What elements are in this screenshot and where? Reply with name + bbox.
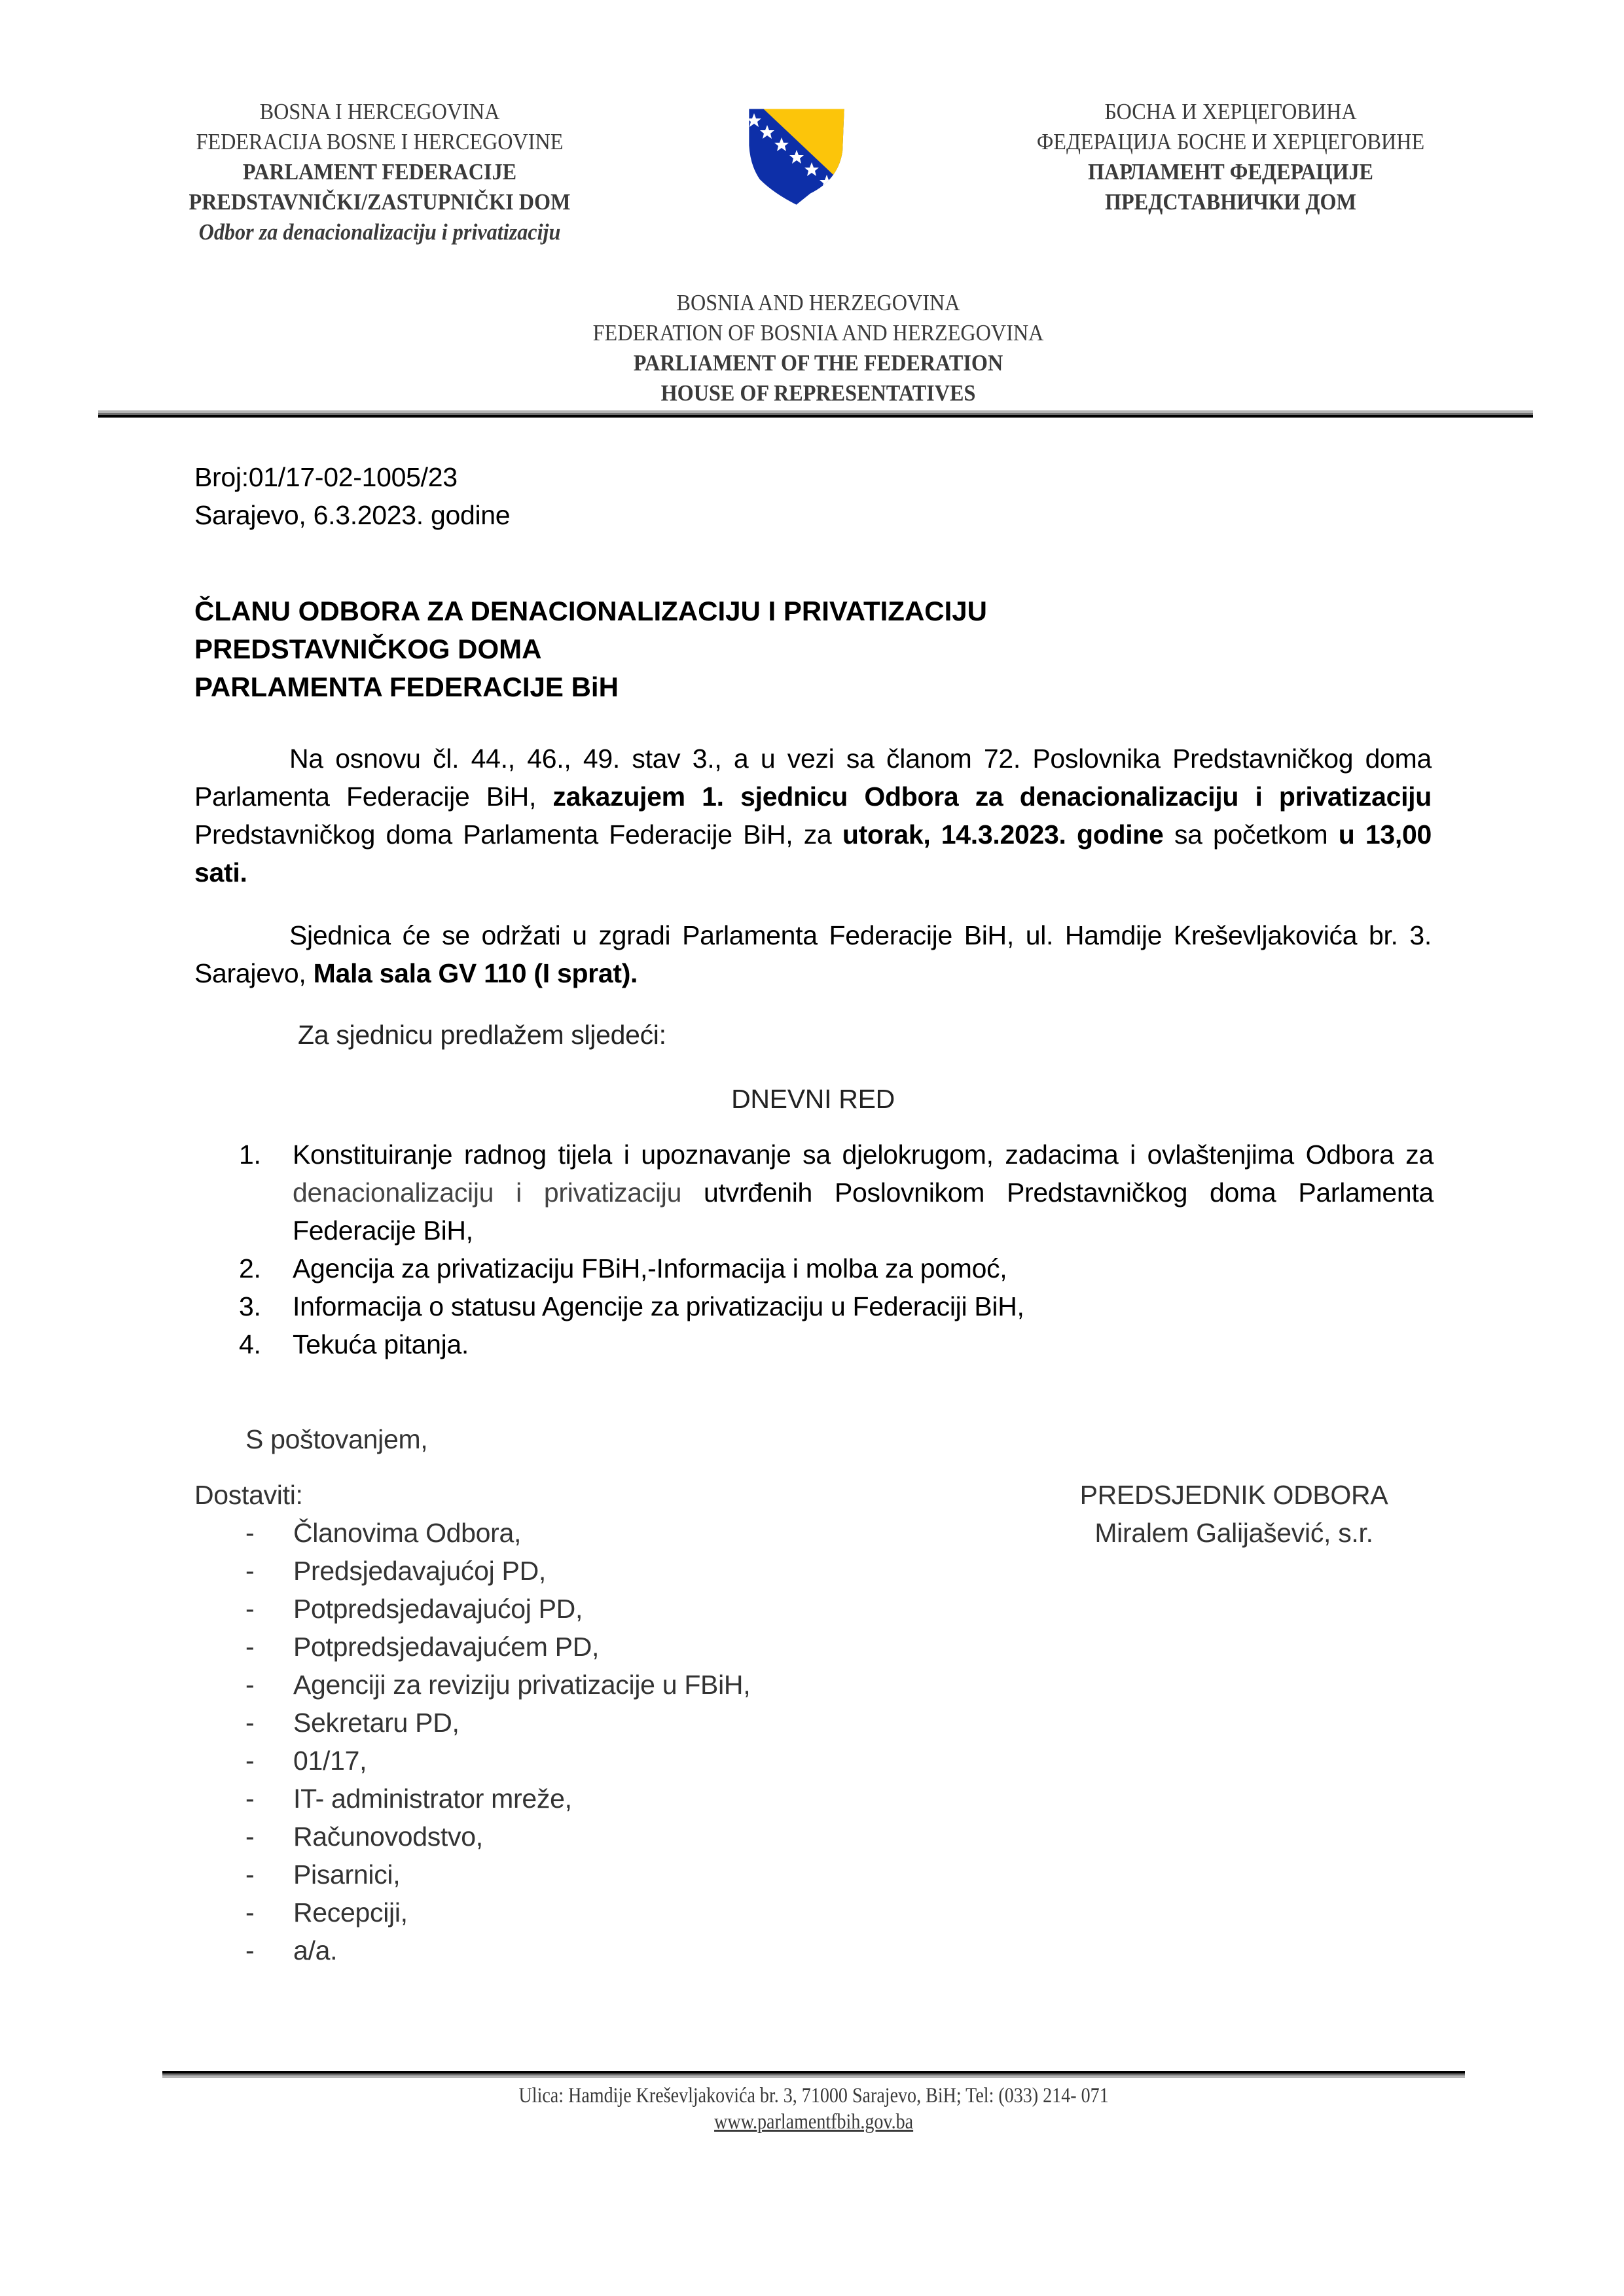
agenda-item: [239, 1249, 1434, 1287]
addressee-block: [194, 592, 987, 706]
convocation-paragraph: [194, 740, 1432, 891]
agenda-item-text: Agencija za privatizaciju FBiH,-Informacija i molba za pomoć,: [293, 1253, 1007, 1283]
distribution-item: [245, 1856, 750, 1893]
agenda-item-number: 4.: [239, 1329, 261, 1359]
footer-divider: [162, 2071, 1465, 2078]
distribution-item: [245, 1818, 750, 1856]
location-paragraph: [194, 916, 1432, 992]
bullet: -: [245, 1935, 255, 1965]
recipient: Potpredsjedavajućoj PD,: [293, 1594, 583, 1624]
signature-block: [982, 1476, 1486, 1552]
agenda-intro: Za sjednicu predlažem sljedeći:: [298, 1020, 666, 1050]
header-right-parliament: ПАРЛАМЕНТ ФЕДЕРАЦИЈЕ: [1087, 159, 1374, 185]
distribution-list: [245, 1514, 750, 1969]
distribution-item: [245, 1552, 750, 1590]
bullet: -: [245, 1594, 255, 1624]
recipient: Članovima Odbora,: [293, 1518, 522, 1548]
header-divider: [98, 410, 1533, 418]
text: Predstavničkog doma Parlamenta Federacije BiH, za: [194, 819, 842, 850]
reference-number: Broj:01/17-02-1005/23: [194, 462, 458, 492]
header-right-house: ПРЕДСТАВНИЧКИ ДОМ: [1105, 189, 1356, 215]
agenda-item-text: Informacija o statusu Agencije za privatizaciju u Federaciji BiH,: [293, 1291, 1024, 1321]
bullet: -: [245, 1556, 255, 1586]
agenda-item: [239, 1325, 1434, 1363]
footer: [162, 2083, 1465, 2135]
header-center-federation: FEDERATION OF BOSNIA AND HERZEGOVINA: [592, 320, 1044, 346]
agenda-item-text: Tekuća pitanja.: [293, 1329, 469, 1359]
header-center-block: [487, 288, 1149, 408]
text: Sjednica će se održati u zgradi Parlamenta Federacije BiH, ul. Hamdije Kreševljakovića br. 3. Sarajevo,: [194, 920, 1432, 988]
recipient: Potpredsjedavajućem PD,: [293, 1632, 600, 1662]
distribution-item: [245, 1514, 750, 1552]
header-right-country: БОСНА И ХЕРЦЕГОВИНА: [1104, 99, 1357, 124]
distribution-label: Dostaviti:: [194, 1480, 303, 1510]
agenda-item-text: [293, 1136, 1434, 1249]
session-emphasis: zakazujem 1. sjednicu Odbora za denacionalizaciju i privatizaciju: [552, 781, 1432, 812]
text: denacionalizaciju i privatizaciju: [293, 1177, 682, 1208]
place-date: Sarajevo, 6.3.2023. godine: [194, 500, 511, 530]
bullet: -: [245, 1518, 255, 1548]
reference-block: [194, 458, 510, 534]
distribution-item: [245, 1742, 750, 1780]
header-left-block: [120, 97, 638, 247]
recipient: a/a.: [293, 1935, 338, 1965]
header-left-country: BOSNA I HERCEGOVINA: [259, 99, 500, 124]
signatory-name: Miralem Galijašević, s.r.: [1094, 1518, 1373, 1548]
distribution-item: [245, 1780, 750, 1818]
addressee-line: ČLANU ODBORA ZA DENACIONALIZACIJU I PRIVATIZACIJU: [194, 596, 987, 626]
agenda-item: [239, 1136, 1434, 1249]
header-right-federation: ФЕДЕРАЦИЈА БОСНЕ И ХЕРЦЕГОВИНЕ: [1036, 129, 1425, 154]
header-left-house: PREDSTAVNIČKI/ZASTUPNIČKI DOM: [189, 189, 571, 215]
addressee-line: PARLAMENTA FEDERACIJE BiH: [194, 672, 619, 702]
recipient: Pisarnici,: [293, 1859, 401, 1890]
bullet: -: [245, 1897, 255, 1928]
signatory-title: PREDSJEDNIK ODBORA: [1079, 1480, 1388, 1510]
distribution-item: [245, 1704, 750, 1742]
bullet: -: [245, 1784, 255, 1814]
session-room: Mala sala GV 110 (I sprat).: [313, 958, 638, 988]
header-left-committee: Odbor za denacionalizaciju i privatizaciju: [198, 219, 561, 245]
text: Na osnovu čl. 44., 46., 49. stav 3., a u vezi sa članom 72. Poslovnika Predstavničkog doma Parlamenta Federacije BiH,: [194, 744, 1432, 812]
bullet: -: [245, 1708, 255, 1738]
distribution-item: [245, 1628, 750, 1666]
header-left-parliament: PARLAMENT FEDERACIJE: [242, 159, 517, 185]
recipient: Sekretaru PD,: [293, 1708, 460, 1738]
session-date: utorak, 14.3.2023. godine: [842, 819, 1164, 850]
coat-of-arms-icon: [734, 95, 852, 213]
footer-address: Ulica: Hamdije Kreševljakovića br. 3, 71000 Sarajevo, BiH; Tel: (033) 214- 071: [518, 2084, 1109, 2108]
bullet: -: [245, 1746, 255, 1776]
distribution-item: [245, 1666, 750, 1704]
header-center-house: HOUSE OF REPRESENTATIVES: [660, 380, 976, 406]
website-link[interactable]: www.parlamentfbih.gov.ba: [713, 2110, 914, 2134]
distribution-item: [245, 1931, 750, 1969]
recipient: IT- administrator mreže,: [293, 1784, 572, 1814]
recipient: Agenciji za reviziju privatizacije u FBiH,: [293, 1670, 751, 1700]
bullet: -: [245, 1632, 255, 1662]
agenda-item: [239, 1287, 1434, 1325]
session-time: u 13,00 sati.: [194, 819, 1432, 888]
distribution-item: [245, 1893, 750, 1931]
bullet: -: [245, 1859, 255, 1890]
text: Konstituiranje radnog tijela i upoznavanje sa djelokrugom, zadacima i ovlaštenjima Odbora za: [293, 1139, 1434, 1170]
recipient: Predsjedavajućoj PD,: [293, 1556, 546, 1586]
header-left-federation: FEDERACIJA BOSNE I HERCEGOVINE: [196, 129, 564, 154]
header-center-parliament: PARLIAMENT OF THE FEDERATION: [633, 350, 1003, 376]
distribution-item: [245, 1590, 750, 1628]
agenda-title: DNEVNI RED: [731, 1084, 895, 1114]
agenda-item-number: 2.: [239, 1253, 261, 1283]
agenda-item-number: 3.: [239, 1291, 261, 1321]
recipient: Recepciji,: [293, 1897, 408, 1928]
bullet: -: [245, 1821, 255, 1852]
recipient: 01/17,: [293, 1746, 367, 1776]
agenda-item-number: 1.: [239, 1139, 261, 1170]
recipient: Računovodstvo,: [293, 1821, 483, 1852]
addressee-line: PREDSTAVNIČKOG DOMA: [194, 634, 542, 664]
header-center-country: BOSNIA AND HERZEGOVINA: [676, 290, 960, 315]
text: sa početkom: [1163, 819, 1339, 850]
agenda-list: [239, 1136, 1434, 1363]
header-right-block: [975, 97, 1487, 217]
text: utvrđenih Poslovnikom Predstavničkog doma Parlamenta Federacije BiH,: [293, 1177, 1434, 1246]
bullet: -: [245, 1670, 255, 1700]
closing-salutation: S poštovanjem,: [245, 1424, 428, 1454]
